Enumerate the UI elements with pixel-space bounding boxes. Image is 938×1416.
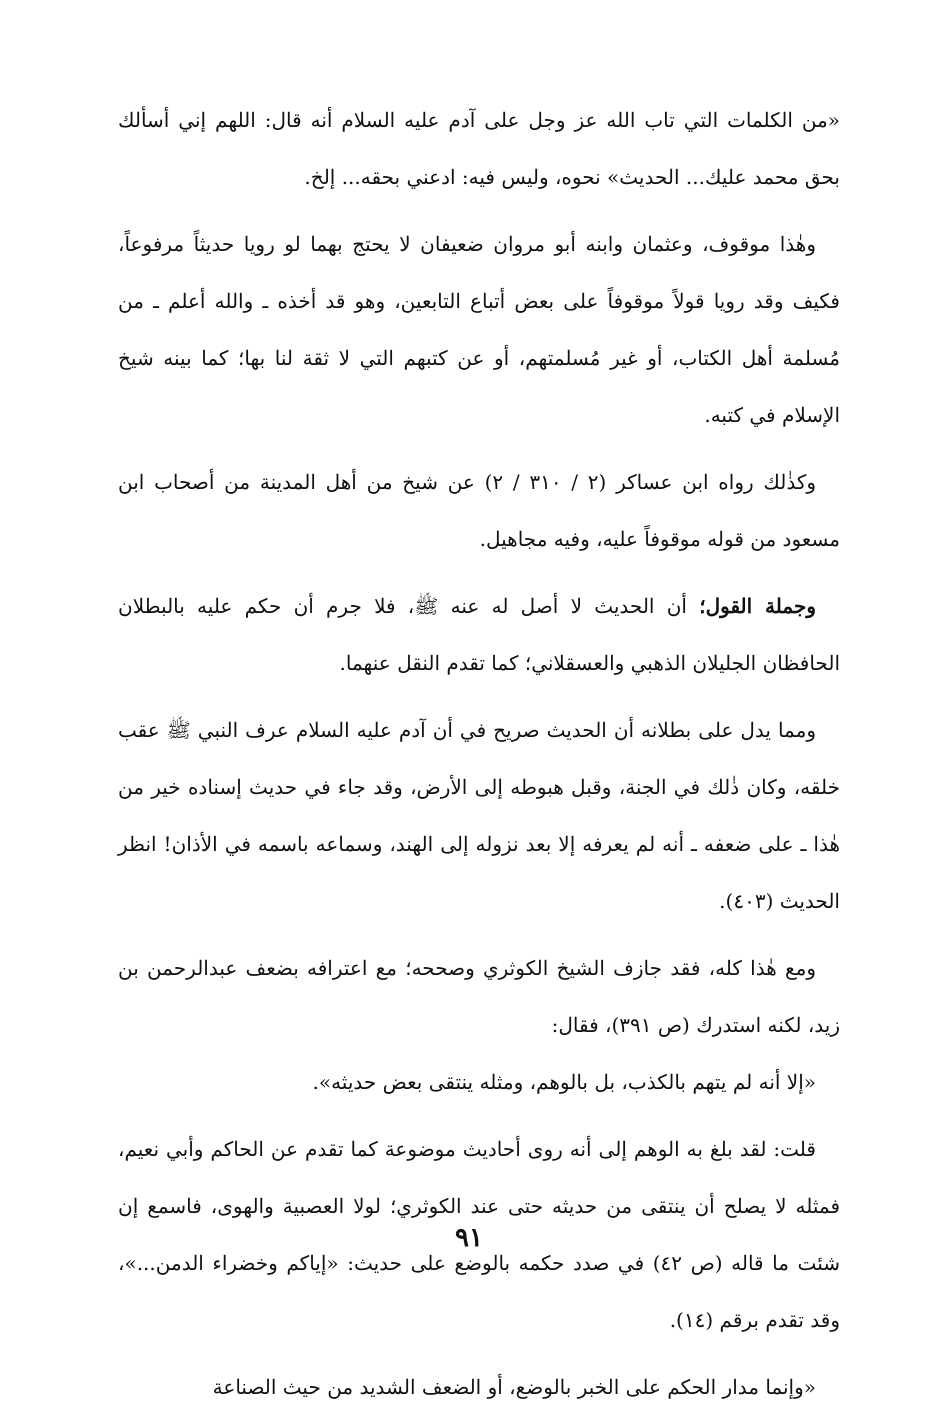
page-number: ٩١: [455, 1223, 483, 1253]
paragraph-ibn-asakir: وكذٰلك رواه ابن عساكر (٢ / ٣١٠ / ٢) عن شيخ من أهل المدينة من أصحاب ابن مسعود من قوله موقوفاً عليه، وفيه مجاهيل.: [118, 470, 840, 551]
paragraph-conclusion: [118, 578, 840, 692]
paragraph-evidence-of-falsehood: ومما يدل على بطلانه أن الحديث صريح في أن آدم عليه السلام عرف النبي ﷺ عقب خلقه، وكان ذٰلك في الجنة، وقبل هبوطه إلى الأرض، وقد جاء في حديث إسناده خير من هٰذا ـ على ضعفه ـ أنه لم يعرفه إلا بعد نزوله إلى الهند، وسماعه باسمه في الأذان! انظر الحديث (٤٠٣).: [118, 718, 840, 913]
paragraph-final-quote: «وإنما مدار الحكم على الخبر بالوضع، أو الضعف الشديد من حيث الصناعة: [212, 1375, 816, 1399]
conclusion-lead-phrase: وجملة القول؛: [699, 594, 816, 618]
paragraph-quote-adam-supplication: «من الكلمات التي تاب الله عز وجل على آدم عليه السلام أنه قال: اللهم إني أسألك بحق محمد عليك... الحديث» نحوه، وليس فيه: ادعني بحقه... إلخ.: [118, 108, 840, 189]
paragraph-mawquf-discussion: وهٰذا موقوف، وعثمان وابنه أبو مروان ضعيفان لا يحتج بهما لو رويا حديثاً مرفوعاً، فكيف وقد رويا قولاً موقوفاً على بعض أتباع التابعين، وهو قد أخذه ـ والله أعلم ـ من مُسلمة أهل الكتاب، أو غير مُسلمتهم، أو عن كتبهم التي لا ثقة لنا بها؛ كما بينه شيخ الإسلام في كتبه.: [118, 232, 840, 427]
conclusion-text: أن الحديث لا أصل له عنه ﷺ، فلا جرم أن حكم عليه بالبطلان الحافظان الجليلان الذهبي والعسقلاني؛ كما تقدم النقل عنهما.: [118, 594, 840, 675]
paragraph-response: قلت: لقد بلغ به الوهم إلى أنه روى أحاديث موضوعة كما تقدم عن الحاكم وأبي نعيم، فمثله لا يصلح أن ينتقى من حديثه حتى عند الكوثري؛ لولا العصبية والهوى، فاسمع إن شئت ما قاله (ص ٤٢) في صدد حكمه بالوضع على حديث: «إياكم وخضراء الدمن...»، وقد تقدم برقم (١٤).: [118, 1137, 840, 1332]
paragraph-kawthari: ومع هٰذا كله، فقد جازف الشيخ الكوثري وصححه؛ مع اعترافه بضعف عبدالرحمن بن زيد، لكنه استدرك (ص ٣٩١)، فقال:: [118, 956, 840, 1037]
paragraph-kawthari-quote: «إلا أنه لم يتهم بالكذب، بل بالوهم، ومثله ينتقى بعض حديثه».: [312, 1070, 816, 1094]
